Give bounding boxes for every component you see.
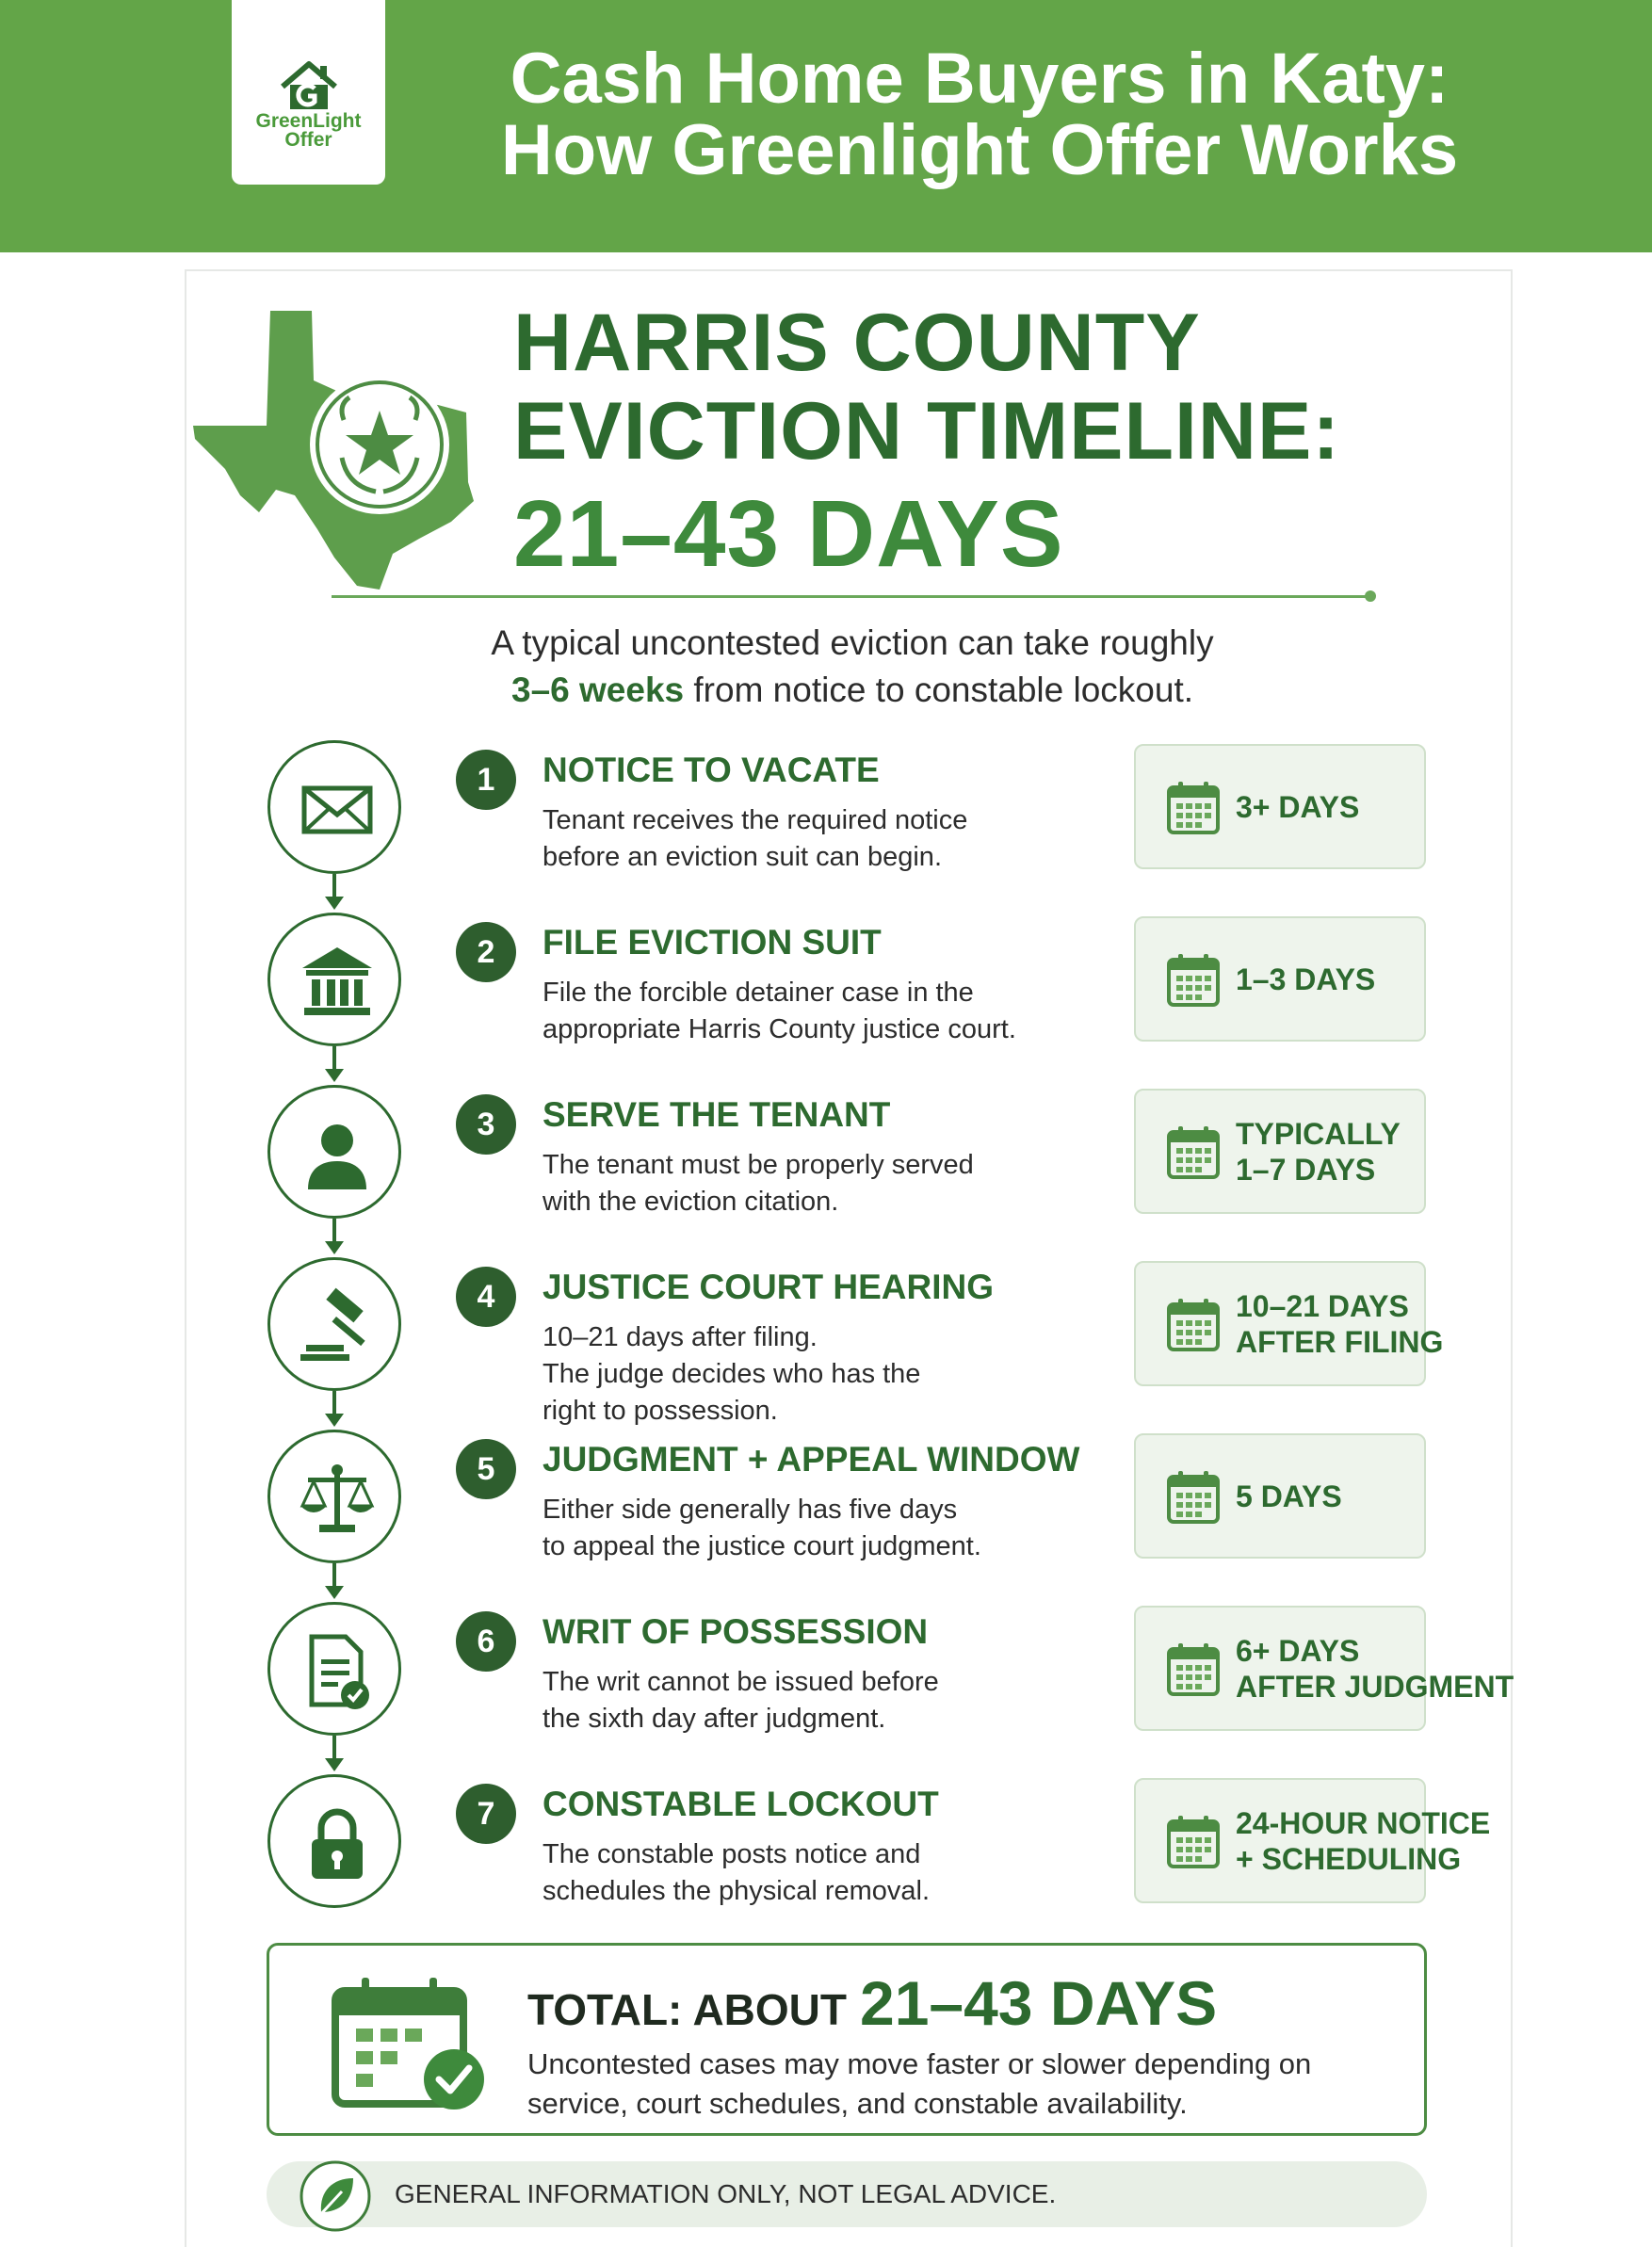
step-title: WRIT OF POSSESSION	[543, 1612, 929, 1651]
step-duration-badge	[1134, 744, 1426, 869]
step-number-badge: 6	[456, 1611, 516, 1672]
step-description-line: Tenant receives the required notice	[543, 805, 968, 835]
step-title: CONSTABLE LOCKOUT	[543, 1785, 939, 1823]
courthouse-icon	[295, 940, 380, 1025]
calendar-icon	[1166, 1641, 1221, 1698]
header-banner	[0, 0, 1652, 252]
step-duration-text	[1236, 918, 1375, 1040]
step-duration-text	[1236, 1091, 1401, 1212]
step-icon-circle	[267, 1602, 401, 1736]
step-number-badge: 3	[456, 1094, 516, 1155]
step-description-line: 10–21 days after filing.	[543, 1322, 818, 1352]
title-divider-dot	[1365, 590, 1376, 602]
logo-text-greenlight: GreenLight	[255, 110, 362, 132]
step-description-line: right to possession.	[543, 1396, 778, 1426]
step-description-line: appropriate Harris County justice court.	[543, 1014, 1016, 1044]
document-check-icon	[295, 1629, 380, 1714]
step-description-line: The judge decides who has the	[543, 1359, 921, 1389]
step-number-badge: 2	[456, 922, 516, 982]
step-number-badge: 7	[456, 1784, 516, 1844]
step-duration-line: 5 DAYS	[1236, 1479, 1342, 1513]
total-label: TOTAL: ABOUT	[527, 1985, 847, 2034]
step-duration-line: TYPICALLY	[1236, 1116, 1401, 1151]
house-logo-icon	[279, 58, 339, 113]
step-icon-circle	[267, 740, 401, 874]
intro-text-line1: A typical uncontested eviction can take roughly	[491, 623, 1214, 662]
step-description	[543, 1147, 974, 1220]
calendar-icon	[1166, 780, 1221, 836]
step-title: JUDGMENT + APPEAL WINDOW	[543, 1440, 1080, 1479]
greenlight-offer-logo[interactable]	[232, 0, 385, 185]
person-icon	[295, 1112, 380, 1197]
calendar-icon	[1166, 952, 1221, 1009]
step-description-line: The tenant must be properly served	[543, 1150, 974, 1180]
step-description-line: The writ cannot be issued before	[543, 1667, 939, 1697]
disclaimer-bar	[267, 2161, 1427, 2227]
step-description-line: The constable posts notice and	[543, 1839, 921, 1869]
step-duration-text	[1236, 746, 1359, 867]
step-title: JUSTICE COURT HEARING	[543, 1268, 994, 1306]
calendar-icon	[1166, 1124, 1221, 1181]
step-number-badge: 1	[456, 750, 516, 810]
total-box	[267, 1943, 1427, 2136]
down-arrow-icon	[323, 1391, 346, 1433]
down-arrow-icon	[323, 1219, 346, 1261]
step-description	[543, 802, 967, 876]
step-description-line: before an eviction suit can begin.	[543, 842, 942, 872]
step-number-badge: 4	[456, 1267, 516, 1327]
step-icon-circle	[267, 1430, 401, 1563]
step-icon-circle	[267, 913, 401, 1046]
step-duration-text	[1236, 1780, 1490, 1901]
step-icon-circle	[267, 1257, 401, 1391]
step-description	[543, 975, 1016, 1048]
step-duration-line: 1–3 DAYS	[1236, 962, 1376, 996]
leaf-icon	[297, 2158, 374, 2235]
calendar-check-icon	[330, 1974, 490, 2115]
envelope-icon	[295, 768, 380, 852]
step-description-line: with the eviction citation.	[543, 1187, 839, 1217]
calendar-icon	[1166, 1814, 1221, 1870]
step-duration-text	[1236, 1608, 1514, 1729]
down-arrow-icon	[323, 874, 346, 916]
step-icon-circle	[267, 1774, 401, 1908]
infographic-title-line1: HARRIS COUNTY	[513, 298, 1201, 388]
step-duration-line: AFTER JUDGMENT	[1236, 1669, 1514, 1704]
step-description	[543, 1319, 920, 1430]
step-duration-badge	[1134, 1261, 1444, 1386]
down-arrow-icon	[323, 1736, 346, 1778]
step-duration-badge	[1134, 916, 1426, 1042]
step-description	[543, 1836, 930, 1910]
logo-text-offer: Offer	[284, 129, 332, 151]
step-duration-line: AFTER FILING	[1236, 1324, 1444, 1359]
intro-text-rest: from notice to constable lockout.	[684, 671, 1193, 709]
step-description	[543, 1492, 981, 1565]
scales-icon	[295, 1457, 380, 1542]
step-description-line: the sixth day after judgment.	[543, 1704, 886, 1734]
down-arrow-icon	[323, 1563, 346, 1606]
step-description-line: schedules the physical removal.	[543, 1876, 931, 1906]
down-arrow-icon	[323, 1046, 346, 1089]
step-duration-badge	[1134, 1089, 1426, 1214]
step-title: SERVE THE TENANT	[543, 1095, 891, 1134]
step-title: FILE EVICTION SUIT	[543, 923, 882, 962]
step-duration-line: 24-HOUR NOTICE	[1236, 1805, 1491, 1840]
total-description-line2: service, court schedules, and constable availability.	[527, 2087, 1188, 2120]
calendar-icon	[1166, 1297, 1221, 1353]
step-description	[543, 1664, 939, 1738]
intro-highlight: 3–6 weeks	[511, 671, 685, 709]
padlock-icon	[295, 1802, 380, 1886]
infographic-title-line2: EVICTION TIMELINE:	[513, 386, 1340, 477]
step-duration-text	[1236, 1263, 1443, 1384]
step-duration-badge	[1134, 1778, 1491, 1903]
total-description-line1: Uncontested cases may move faster or slower depending on	[527, 2047, 1312, 2080]
step-duration-line: 1–7 DAYS	[1236, 1152, 1376, 1187]
step-description-line: Either side generally has five days	[543, 1495, 958, 1525]
page-title	[414, 39, 1545, 190]
total-description	[527, 2045, 1311, 2124]
title-divider	[332, 595, 1371, 598]
total-title	[527, 1970, 1217, 2043]
step-duration-badge	[1134, 1433, 1426, 1559]
step-description-line: to appeal the justice court judgment.	[543, 1531, 981, 1561]
texas-map-seal-icon	[191, 307, 493, 590]
step-number-badge: 5	[456, 1439, 516, 1499]
total-days: 21–43 DAYS	[859, 1968, 1218, 2038]
step-duration-text	[1236, 1435, 1342, 1557]
infographic-title-days: 21–43 DAYS	[513, 481, 1064, 587]
page-title-line2: How Greenlight Offer Works	[500, 110, 1459, 190]
intro-text-line2	[283, 667, 1422, 714]
step-duration-line: + SCHEDULING	[1236, 1841, 1462, 1876]
step-duration-badge	[1134, 1606, 1514, 1731]
step-title: NOTICE TO VACATE	[543, 751, 880, 789]
step-duration-line: 3+ DAYS	[1236, 789, 1360, 824]
step-duration-line: 6+ DAYS	[1236, 1633, 1360, 1668]
step-duration-line: 10–21 DAYS	[1236, 1288, 1409, 1323]
step-description-line: File the forcible detainer case in the	[543, 978, 974, 1008]
page-title-line1: Cash Home Buyers in Katy:	[510, 39, 1450, 119]
calendar-icon	[1166, 1469, 1221, 1526]
step-icon-circle	[267, 1085, 401, 1219]
disclaimer-text: GENERAL INFORMATION ONLY, NOT LEGAL ADVICE.	[395, 2179, 1057, 2208]
gavel-icon	[295, 1285, 380, 1369]
